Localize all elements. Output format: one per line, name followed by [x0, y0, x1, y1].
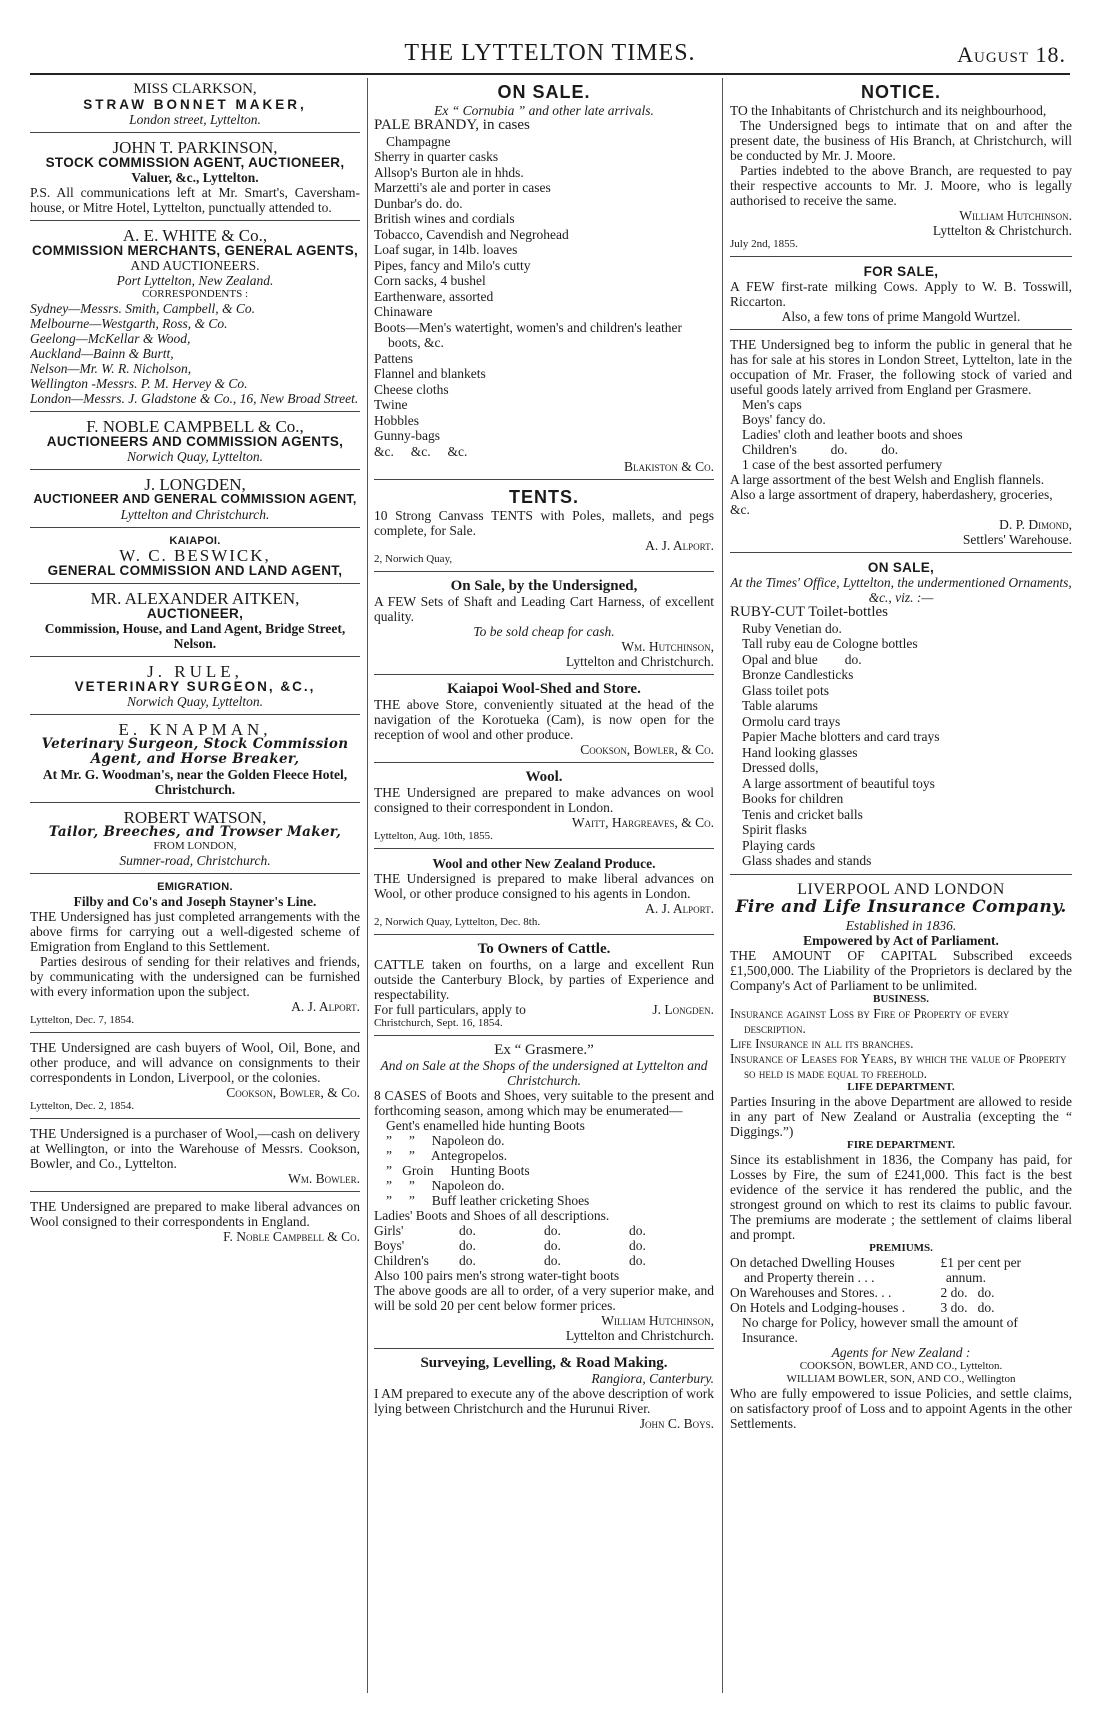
- header-rule: [30, 73, 1070, 75]
- ad-rule: J. RULE, VETERINARY SURGEON, &C., Norwich Quay, Lyttelton.: [74, 662, 316, 709]
- boots-table-row: Boys' do. do. do.: [374, 1238, 646, 1253]
- divider: [30, 132, 360, 133]
- divider: [30, 714, 360, 715]
- divider: [730, 329, 1072, 330]
- page-header: [30, 40, 1070, 70]
- masthead: THE LYTTELTON TIMES.: [404, 40, 696, 66]
- divider: [374, 479, 714, 480]
- divider: [30, 1118, 360, 1119]
- ad-surveying: Surveying, Levelling, & Road Making. Rangiora, Canterbury. I AM prepared to execute any of the above description of work lying between Christchurch and the Hurunui River. John C. Boys.: [374, 1355, 714, 1431]
- ad-ornaments: ON SALE, At the Times' Office, Lyttelton, the undermentioned Ornaments, &c., viz. :— RUBY-CUT Toilet-bottles Ruby Venetian do. Tall ruby eau de Cologne bottles Opal and blue do. Bronze Candlesticks Glass toilet pots Table alarums Ormolu card trays Papier Mache blotters and card trays Hand looking glasses Dressed dolls, A large assortment of beautiful toys Books for children Tenis and cricket balls Spirit flasks Playing cards Glass shades and stands: [730, 560, 1072, 868]
- issue-date: August 18.: [957, 42, 1066, 67]
- divider: [30, 583, 360, 584]
- divider: [374, 762, 714, 763]
- ad-beswick: KAIAPOI. W. C. BESWICK, GENERAL COMMISSION AND LAND AGENT,: [47, 535, 343, 578]
- ad-aitken: MR. ALEXANDER AITKEN, AUCTIONEER, Commission, House, and Land Agent, Bridge Street, Nelson.: [44, 589, 346, 651]
- divider: [374, 934, 714, 935]
- divider: [30, 527, 360, 528]
- boots-table-row: Children's do. do. do.: [374, 1253, 646, 1268]
- ad-dimond: THE Undersigned beg to inform the public in general that he has for sale at his stores in London Street, Lyttelton, late in the occupation of Mr. Fraser, the following stock of varied and useful goods lately arrived from England per Grasmere. Men's caps Boys' fancy do. Ladies' cloth and leather boots and shoes Children's do. do. 1 case of the best assorted perfumery A large assortment of the best Welsh and English flannels. Also a large assortment of drapery, haberdashery, groceries, &c. D. P. Dimond, Settlers' Warehouse.: [730, 337, 1072, 547]
- ad-knapman: E. KNAPMAN, Veterinary Surgeon, Stock Commission Agent, and Horse Breaker, At Mr. G. Woodman's, near the Golden Fleece Hotel, Christchurch.: [41, 720, 349, 797]
- divider: [30, 469, 360, 470]
- ad-cows: FOR SALE, A FEW first-rate milking Cows. Apply to W. B. Tosswill, Riccarton. Also, a few tons of prime Mangold Wurtzel.: [730, 264, 1072, 324]
- ad-grasmere-boots: Ex “ Grasmere.” And on Sale at the Shops of the undersigned at Lyttelton and Christchurch. 8 CASES of Boots and Shoes, very suitable to the present and forthcoming season, among which may be enumerated— Gent's enamelled hide hunting Boots ” ” Napoleon do. ” ” Antegropelos. ” Groin Hunting Boots ” ” Napoleon do. ” ” Buff leather cricketing Shoes Ladies' Boots and Shoes of all descriptions. Girls' do. do. do. Boys' do. do. do. Children's do. do. do. Also 100 pairs men's strong water-tight boots The above goods are all to order, of a very superior make, and will be sold 20 per cent below former prices. William Hutchinson, Lyttelton and Christchurch.: [374, 1042, 714, 1343]
- divider: [30, 220, 360, 221]
- ad-parkinson: JOHN T. PARKINSON, STOCK COMMISSION AGENT, AUCTIONEER, Valuer, &c., Lyttelton. P.S. All communications left at Mr. Smart's, Caversham-house, or Mitre Hotel, Lyttelton, punctually attended to.: [30, 138, 360, 215]
- ad-nz-produce: Wool and other New Zealand Produce. THE Undersigned is prepared to make liberal advances on Wool, or other produce consigned to his agents in London. A. J. Alport. 2, Norwich Quay, Lyttelton, Dec. 8th.: [374, 856, 714, 928]
- divider: [30, 1032, 360, 1033]
- divider: [730, 552, 1072, 553]
- ad-emigration: EMIGRATION. Filby and Co's and Joseph Stayner's Line. THE Undersigned has just completed arrangements with the above firms for carrying out a well-digested scheme of Emigration from England to this Settlement. Parties desirous of sending for their relatives and friends, by communicating with the undersigned can be furnished with every information upon the subject. A. J. Alport. Lyttelton, Dec. 7, 1854.: [30, 881, 360, 1026]
- ad-white: A. E. WHITE & Co., COMMISSION MERCHANTS, GENERAL AGENTS, AND AUCTIONEERS. Port Lyttelton, New Zealand. CORRESPONDENTS : Sydney—Messrs. Smith, Campbell, & Co. Melbourne—Westgarth, Ross, & Co. Geelong—McKellar & Wood, Auckland—Bainn & Burtt, Nelson—Mr. W. R. Nicholson, Wellington -Messrs. P. M. Hervey & Co. London—Messrs. J. Gladstone & Co., 16, New Broad Street.: [30, 226, 359, 406]
- premium-row: and Property therein . . . annum.: [744, 1269, 986, 1285]
- ad-liverpool-insurance: LIVERPOOL AND LONDON Fire and Life Insurance Company. Established in 1836. Empowered by Act of Parliament. THE AMOUNT OF CAPITAL Subscribed exceeds £1,500,000. The Liability of the Proprietors is declared by the Company's Act of Parliament to be unlimited. BUSINESS. Insurance against Loss by Fire of Property of every description. Life Insurance in all its branches. Insurance of Leases for Years, by which the value of Property so held is made equal to freehold. LIFE DEPARTMENT. Parties Insuring in the above Department are allowed to reside in any part of New Zealand or Australia (excepting the “ Diggings.”) FIRE DEPARTMENT. Since its establishment in 1836, the Company has paid, for Losses by Fire, the sum of £241,000. This fact is the best evidence of the service it has rendered the public, and the strongest ground on which to rest its claims to public favour. The premiums are moderate ; the settlement of claims liberal and prompt. PREMIUMS. On detached Dwelling Houses £1 per cent per and Property therein . . . annum. On Warehouses and Stores. . . 2 do. do. On Hotels and Lodging-houses . 3 do. do. No charge for Policy, however small the amount of Insurance. Agents for New Zealand : COOKSON, BOWLER, AND CO., Lyttelton. WILLIAM BOWLER, SON, AND CO., Wellington Who are fully empowered to issue Policies, and settle claims, on satisfactory proof of Loss and to appoint Agents in the other Settlements.: [730, 880, 1072, 1431]
- divider: [730, 874, 1072, 875]
- divider: [30, 873, 360, 874]
- boots-table-row: Girls' do. do. do.: [374, 1223, 646, 1238]
- column-2: [374, 82, 714, 1692]
- divider: [374, 571, 714, 572]
- column-divider: [722, 78, 723, 1693]
- column-3: [730, 82, 1072, 1692]
- ad-on-sale-cornubia: ON SALE. Ex “ Cornubia ” and other late arrivals. PALE BRANDY, in cases Champagne Sherry in quarter casks Allsop's Burton ale in hhds. Marzetti's ale and porter in cases Dunbar's do. do. British wines and cordials Tobacco, Cavendish and Negrohead Loaf sugar, in 14lb. loaves Pipes, fancy and Milo's cutty Corn sacks, 4 bushel Earthenware, assorted Chinaware Boots—Men's watertight, women's and children's leather boots, &c. Pattens Flannel and blankets Cheese cloths Twine Hobbles Gunny-bags &c. &c. &c. Blakiston & Co.: [374, 82, 714, 474]
- ad-harness: On Sale, by the Undersigned, A FEW Sets of Shaft and Leading Cart Harness, of excellent quality. To be sold cheap for cash. Wm. Hutchinson, Lyttelton and Christchurch.: [374, 578, 714, 669]
- premium-row: On Warehouses and Stores. . . 2 do. do.: [730, 1284, 995, 1300]
- premium-row: On Hotels and Lodging-houses . 3 do. do.: [730, 1299, 995, 1315]
- ad-notice: NOTICE. TO the Inhabitants of Christchurch and its neighbourhood, The Undersigned begs to intimate that on and after the present date, the business of His Branch, at Christchurch, will be conducted by Mr. J. Moore. Parties indebted to the above Branch, are requested to pay their respective accounts to Mr. J. Moore, who is legally authorised to receive the same. William Hutchinson. Lyttelton & Christchurch. July 2nd, 1855.: [730, 82, 1072, 250]
- divider: [30, 411, 360, 412]
- divider: [30, 802, 360, 803]
- ad-wool: Wool. THE Undersigned are prepared to make advances on wool consigned to their correspondent in London. Waitt, Hargreaves, & Co. Lyttelton, Aug. 10th, 1855.: [374, 769, 714, 842]
- column-divider: [367, 78, 368, 1693]
- premium-row: On detached Dwelling Houses £1 per cent per: [730, 1254, 1022, 1270]
- divider: [374, 1348, 714, 1349]
- ad-kaiapoi-store: Kaiapoi Wool-Shed and Store. THE above Store, conveniently situated at the head of the navigation of the Korotueka (Cam), is now open for the reception of wool and other produce. Cookson, Bowler, & Co.: [374, 681, 714, 757]
- column-1: [30, 82, 360, 1692]
- divider: [374, 848, 714, 849]
- ad-purchaser: THE Undersigned is a purchaser of Wool,—cash on delivery at Wellington, or into the Warehouse of Messrs. Cookson, Bowler, and Co., Lyttelton. Wm. Bowler.: [30, 1126, 360, 1186]
- divider: [30, 1191, 360, 1192]
- divider: [730, 256, 1072, 257]
- divider: [374, 674, 714, 675]
- ad-cash-buyers: THE Undersigned are cash buyers of Wool, Oil, Bone, and other produce, and will advance on consignments to their correspondents in London, Liverpool, or the colonies. Cookson, Bowler, & Co. Lyttelton, Dec. 2, 1854.: [30, 1040, 360, 1112]
- ad-watson: ROBERT WATSON, Tailor, Breeches, and Trowser Maker, FROM LONDON, Sumner-road, Christchurch.: [48, 808, 342, 868]
- ad-tents: TENTS. 10 Strong Canvass TENTS with Poles, mallets, and pegs complete, for Sale. A. J. Alport. 2, Norwich Quay,: [374, 487, 714, 565]
- ad-noble-campbell: F. NOBLE CAMPBELL & Co., AUCTIONEERS AND COMMISSION AGENTS, Norwich Quay, Lyttelton.: [46, 417, 344, 464]
- ad-longden: J. LONGDEN, AUCTIONEER AND GENERAL COMMISSION AGENT, Lyttelton and Christchurch.: [33, 475, 357, 522]
- ad-liberal-advances: THE Undersigned are prepared to make liberal advances on Wool consigned to their correspondents in England. F. Noble Campbell & Co.: [30, 1199, 360, 1244]
- ad-clarkson: MISS CLARKSON, STRAW BONNET MAKER, London street, Lyttelton.: [83, 82, 307, 127]
- ad-cattle: To Owners of Cattle. CATTLE taken on fourths, on a large and excellent Run outside the Canterbury Block, by parties of Experience and respectability. For full particulars, apply to J. Longden. Christchurch, Sept. 16, 1854.: [374, 941, 714, 1029]
- divider: [30, 656, 360, 657]
- divider: [374, 1035, 714, 1036]
